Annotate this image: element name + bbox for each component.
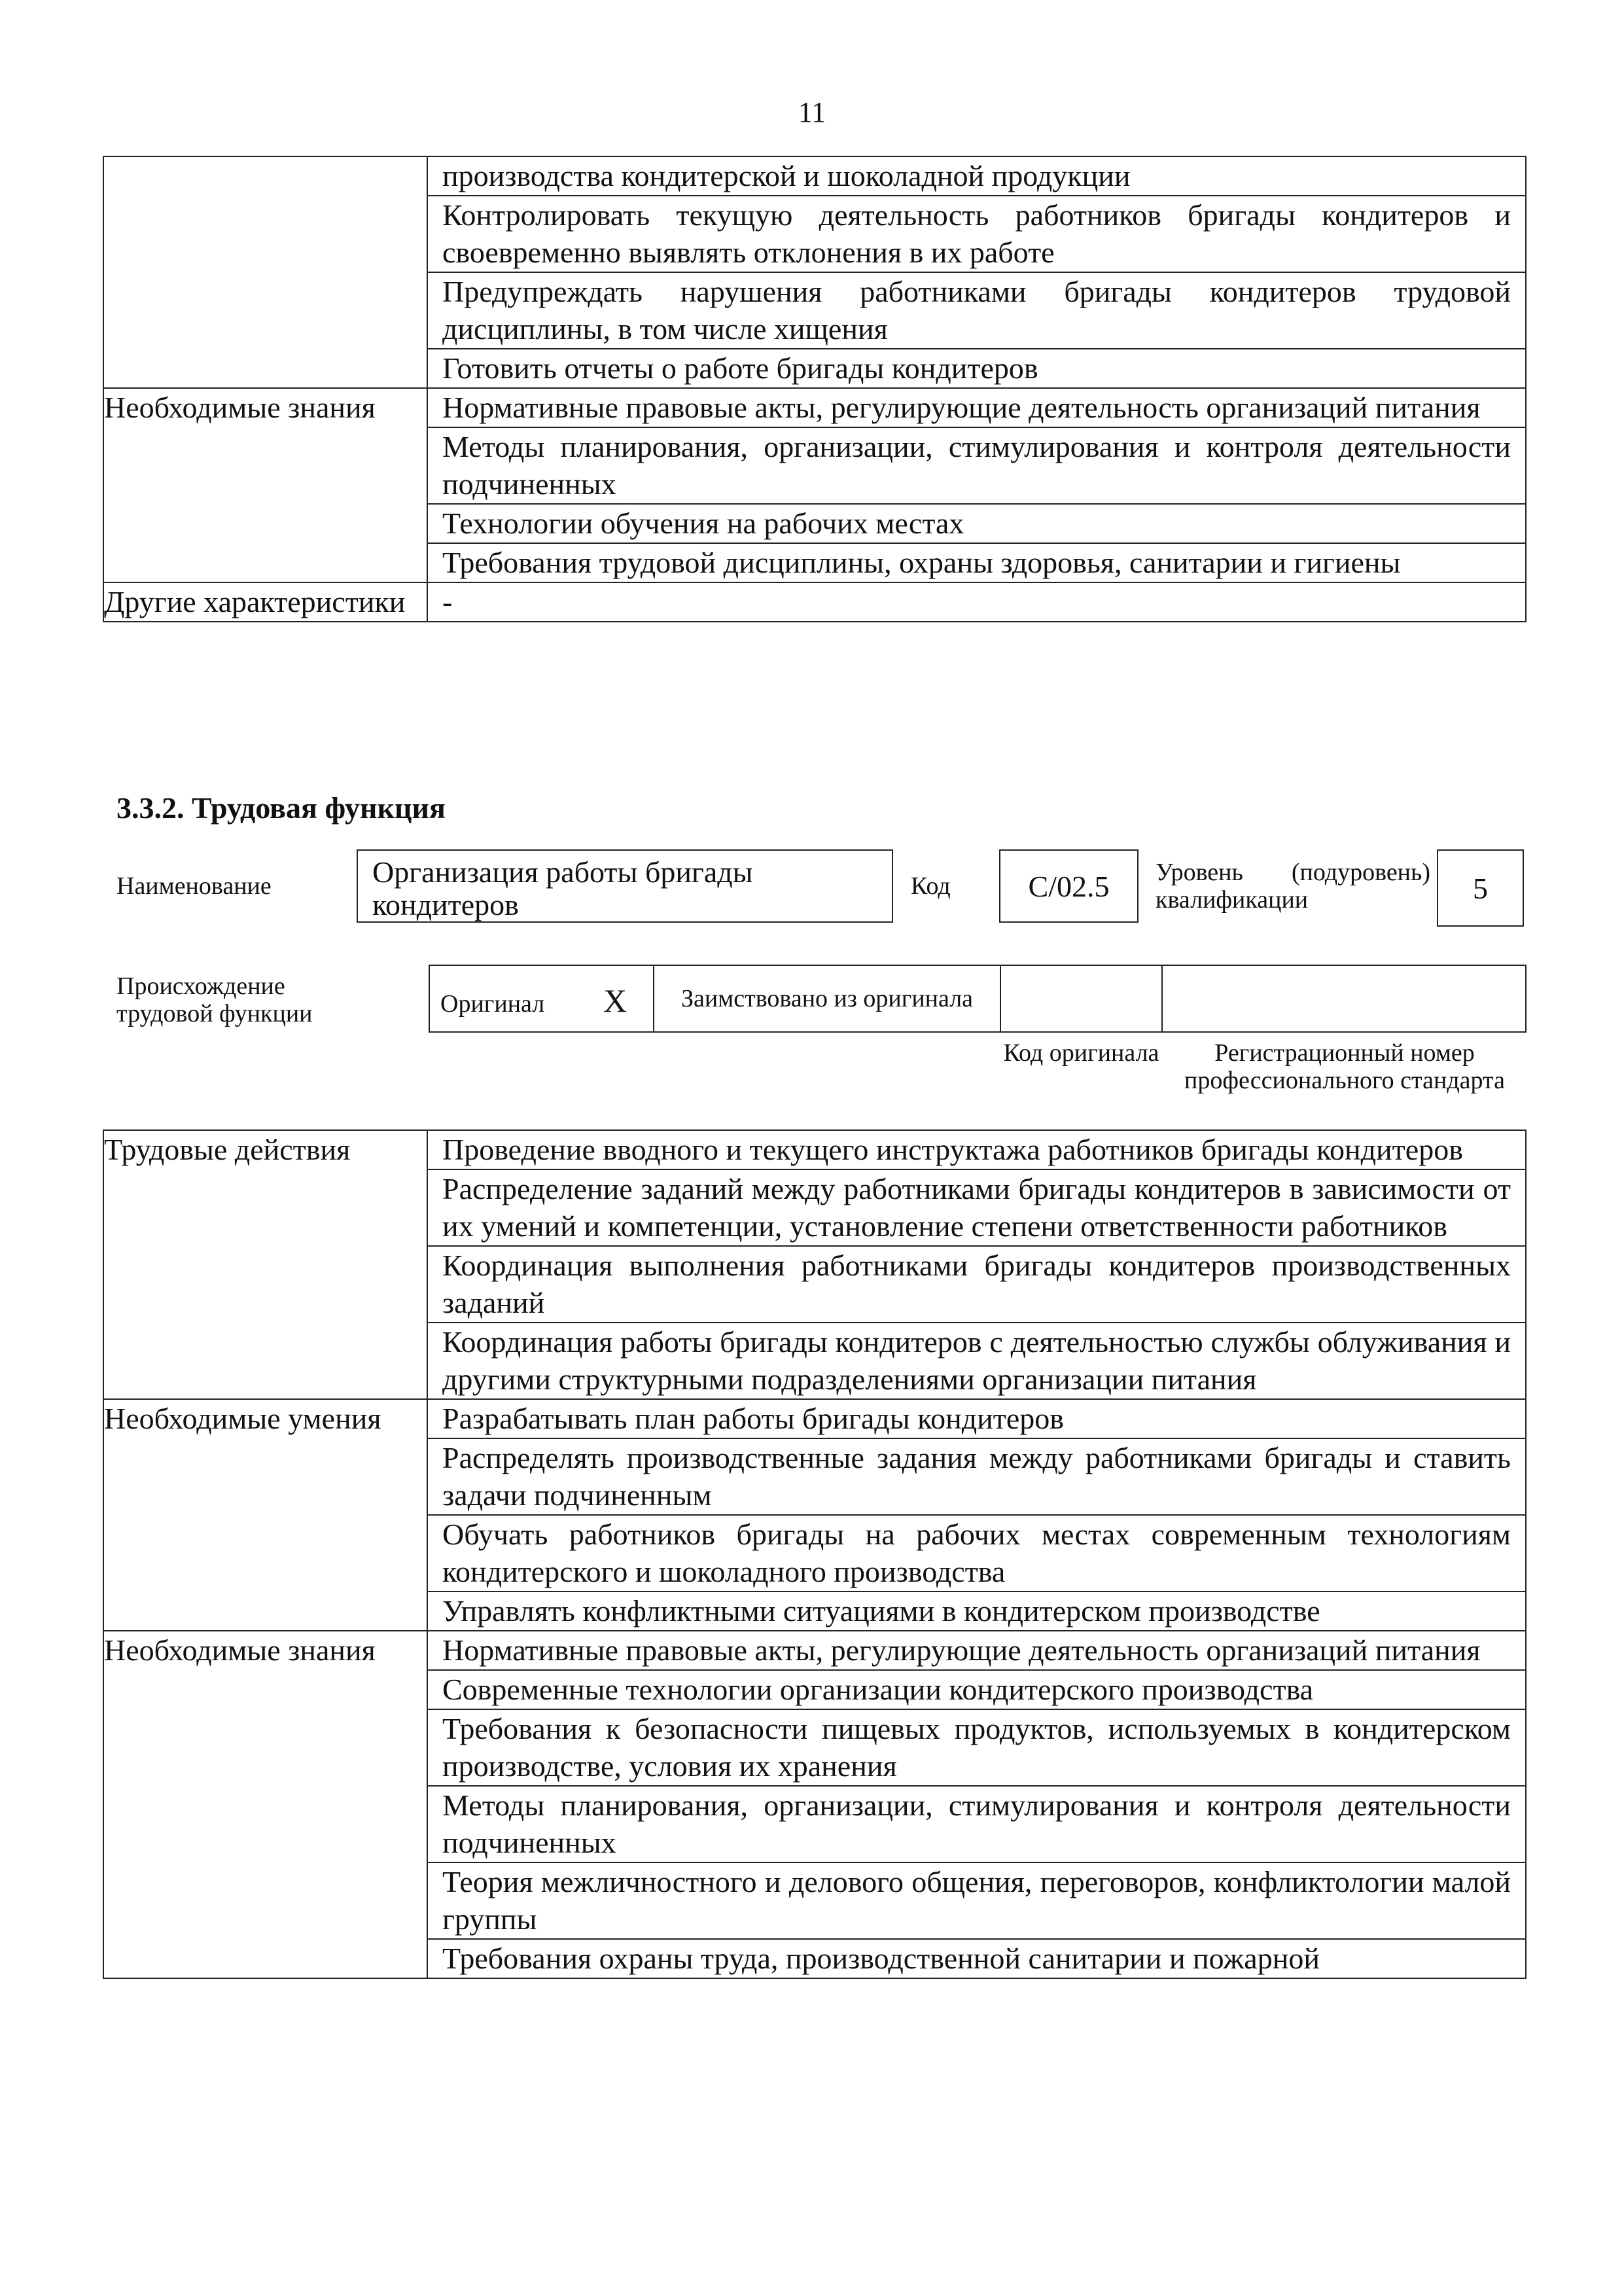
divider — [1161, 965, 1163, 1033]
list-item: Требования трудовой дисциплины, охраны здоровья, санитарии и гигиены — [442, 546, 1401, 579]
list-item: Современные технологии организации кондитерского производства — [428, 1671, 1525, 1710]
row-label: Необходимые знания — [103, 388, 427, 582]
list-item: Проведение вводного и текущего инструктажа работников бригады кондитеров — [428, 1131, 1525, 1170]
table-row — [103, 1399, 1526, 1631]
row-items — [427, 1130, 1526, 1399]
list-item: Распределять производственные задания между работниками бригады и ставить задачи подчиненным — [428, 1439, 1525, 1516]
row-items — [427, 1631, 1526, 1978]
code-label: Код — [911, 872, 951, 900]
competency-table-continued — [103, 156, 1527, 622]
level-value-box: 5 — [1437, 849, 1524, 927]
reg-number-caption: Регистрационный номер профессионального стандарта — [1184, 1039, 1505, 1094]
row-label — [103, 156, 427, 388]
table-row — [103, 156, 1526, 388]
divider — [1000, 965, 1001, 1033]
original-label: Оригинал — [440, 990, 545, 1018]
list-item: Теория межличностного и делового общения, переговоров, конфликтологии малой группы — [428, 1863, 1525, 1940]
page-number: 11 — [798, 96, 826, 128]
row-items — [427, 388, 1526, 582]
table-row — [103, 1631, 1526, 1978]
row-items — [427, 582, 1526, 622]
list-item: Методы планирования, организации, стимулирования и контроля деятельности подчиненных — [428, 428, 1525, 505]
row-label: Другие характеристики — [103, 582, 427, 622]
row-items — [427, 1399, 1526, 1631]
section-title: 3.3.2. Трудовая функция — [116, 791, 446, 825]
original-mark: X — [603, 982, 627, 1019]
list-item: - — [442, 585, 453, 618]
list-item: Нормативные правовые акты, регулирующие деятельность организаций питания — [428, 389, 1525, 428]
labor-function-table — [103, 1130, 1527, 1979]
row-items — [427, 156, 1526, 388]
list-item: Разрабатывать план работы бригады кондитеров — [428, 1400, 1525, 1439]
table-row — [103, 388, 1526, 582]
list-item: Предупреждать нарушения работниками бригады кондитеров трудовой дисциплины, в том числе хищения — [428, 273, 1525, 349]
list-item: Координация выполнения работниками бригады кондитеров производственных заданий — [428, 1247, 1525, 1323]
list-item: Требования к безопасности пищевых продуктов, используемых в кондитерском производстве, условия их хранения — [428, 1710, 1525, 1787]
code-value-box: C/02.5 — [999, 849, 1139, 923]
list-item: Требования охраны труда, производственной санитарии и пожарной — [442, 1942, 1320, 1975]
row-label: Необходимые умения — [103, 1399, 427, 1631]
list-item: производства кондитерской и шоколадной продукции — [428, 157, 1525, 196]
list-item: Методы планирования, организации, стимулирования и контроля деятельности подчиненных — [428, 1787, 1525, 1863]
list-item: Контролировать текущую деятельность работников бригады кондитеров и своевременно выявлять отклонения в их работе — [428, 196, 1525, 273]
list-item: Распределение заданий между работниками бригады кондитеров в зависимости от их умений и компетенции, установление степени ответственности работников — [428, 1170, 1525, 1247]
name-value-box: Организация работы бригады кондитеров — [357, 849, 893, 923]
list-item: Технологии обучения на рабочих местах — [428, 505, 1525, 544]
table-row — [103, 582, 1526, 622]
list-item: Координация работы бригады кондитеров с деятельностью службы облуживания и другими структурными подразделениями организации питания — [442, 1325, 1511, 1396]
origin-label: Происхождение трудовой функции — [116, 972, 313, 1027]
level-label: Уровень (подуровень) квалификации — [1156, 859, 1430, 914]
orig-code-caption: Код оригинала — [1003, 1039, 1159, 1067]
name-label: Наименование — [116, 872, 272, 900]
row-label: Необходимые знания — [103, 1631, 427, 1978]
list-item: Управлять конфликтными ситуациями в кондитерском производстве — [442, 1594, 1320, 1628]
list-item: Готовить отчеты о работе бригады кондитеров — [442, 351, 1038, 385]
row-label: Трудовые действия — [103, 1130, 427, 1399]
borrowed-label: Заимствовано из оригинала — [680, 985, 974, 1012]
table-row — [103, 1130, 1526, 1399]
list-item: Нормативные правовые акты, регулирующие деятельность организаций питания — [428, 1631, 1525, 1671]
list-item: Обучать работников бригады на рабочих местах современным технологиям кондитерского и шоколадного производства — [428, 1516, 1525, 1592]
